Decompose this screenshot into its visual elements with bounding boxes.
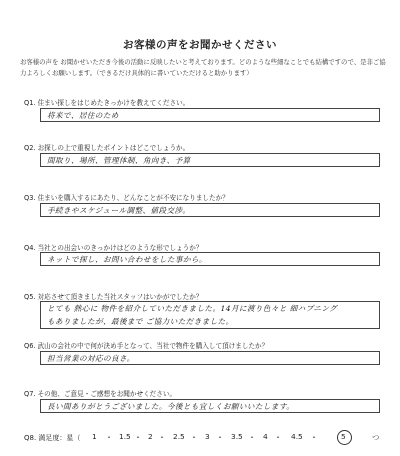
question-5-answer-box xyxy=(40,301,380,329)
rating-option-4-5[interactable]: 4.5 xyxy=(291,432,303,441)
question-3-answer: 手続きやスケジュール調整、値段交渉。 xyxy=(47,206,191,215)
satisfaction-label: Q8. 満足度：星（ xyxy=(24,434,81,442)
question-1-label: Q1. 住まい探しをはじめたきっかけを教えてください。 xyxy=(24,99,190,107)
question-5-label: Q5. 対応させて頂きました当社スタッフはいかがでしたか？ xyxy=(24,293,203,301)
rating-option-2-5[interactable]: 2.5 xyxy=(173,432,185,441)
question-4-answer-box xyxy=(40,252,380,266)
question-1-answer-box xyxy=(40,108,380,122)
page-title: お客様の声をお聞かせください xyxy=(123,39,277,51)
question-2-answer: 間取り、場所、管理体制、角向き、予算 xyxy=(47,156,191,165)
rating-option-3[interactable]: 3 xyxy=(205,432,210,441)
question-6-answer: 担当営業の対応の良さ。 xyxy=(47,354,135,363)
separator-dot: ・ xyxy=(105,433,113,442)
question-6-answer-box xyxy=(40,351,380,365)
separator-dot: ・ xyxy=(190,433,198,442)
rating-option-5[interactable]: 5 xyxy=(341,432,346,441)
question-7-answer: 長い間ありがとうございました。今後とも宜しくお願いいたします。 xyxy=(47,402,295,411)
question-5-answer-line-2: もありましたが、最後まで ご協力いただきました。 xyxy=(47,317,234,326)
separator-dot: ・ xyxy=(216,433,224,442)
rating-option-3-5[interactable]: 3.5 xyxy=(231,432,243,441)
separator-dot: ・ xyxy=(158,433,166,442)
question-5-answer-line-1: とても 熱心に 物件を紹介していただきました。14月に渡り色々と 細ハプニング xyxy=(47,304,338,313)
question-2-answer-box xyxy=(40,153,380,167)
rating-option-1[interactable]: 1 xyxy=(92,432,97,441)
rating-option-4[interactable]: 4 xyxy=(263,432,268,441)
question-4-label: Q4. 当社との出会いのきっかけはどのような形でしょうか？ xyxy=(24,244,203,252)
satisfaction-scale xyxy=(82,430,394,444)
rating-option-1-5[interactable]: 1.5 xyxy=(119,432,131,441)
separator-dot: ・ xyxy=(310,433,318,442)
question-2-label: Q2. お探しの上で重視したポイントはどこでしょうか。 xyxy=(24,144,190,152)
intro-text: お客様の声を お聞かせいただき今後の活動に反映したいと考えております。どのような些細なことでも結構ですので、是非ご協力よろしくお願いします。（できるだけ具体的に書いていただけると助かります） xyxy=(20,58,386,77)
question-3-label: Q3. 住まいを購入するにあたり、どんなことが不安になりましたか？ xyxy=(24,194,229,202)
question-1-answer: 将来で、居住のため xyxy=(47,111,119,120)
question-6-label: Q6. 武山の会社の中で何が決め手となって、当社で物件を購入して頂けましたか？ xyxy=(24,342,269,350)
separator-dot: ・ xyxy=(274,433,282,442)
rating-option-2[interactable]: 2 xyxy=(148,432,153,441)
question-3-answer-box xyxy=(40,203,380,217)
question-7-answer-box xyxy=(40,399,380,413)
separator-dot: ・ xyxy=(134,433,142,442)
separator-dot: ・ xyxy=(248,433,256,442)
question-4-answer: ネットで探し、お問い合わせをした事から。 xyxy=(47,255,207,264)
satisfaction-suffix: つ xyxy=(372,433,380,442)
question-7-label: Q7. その他、ご意見・ご感想をお聞かせください。 xyxy=(24,390,177,398)
